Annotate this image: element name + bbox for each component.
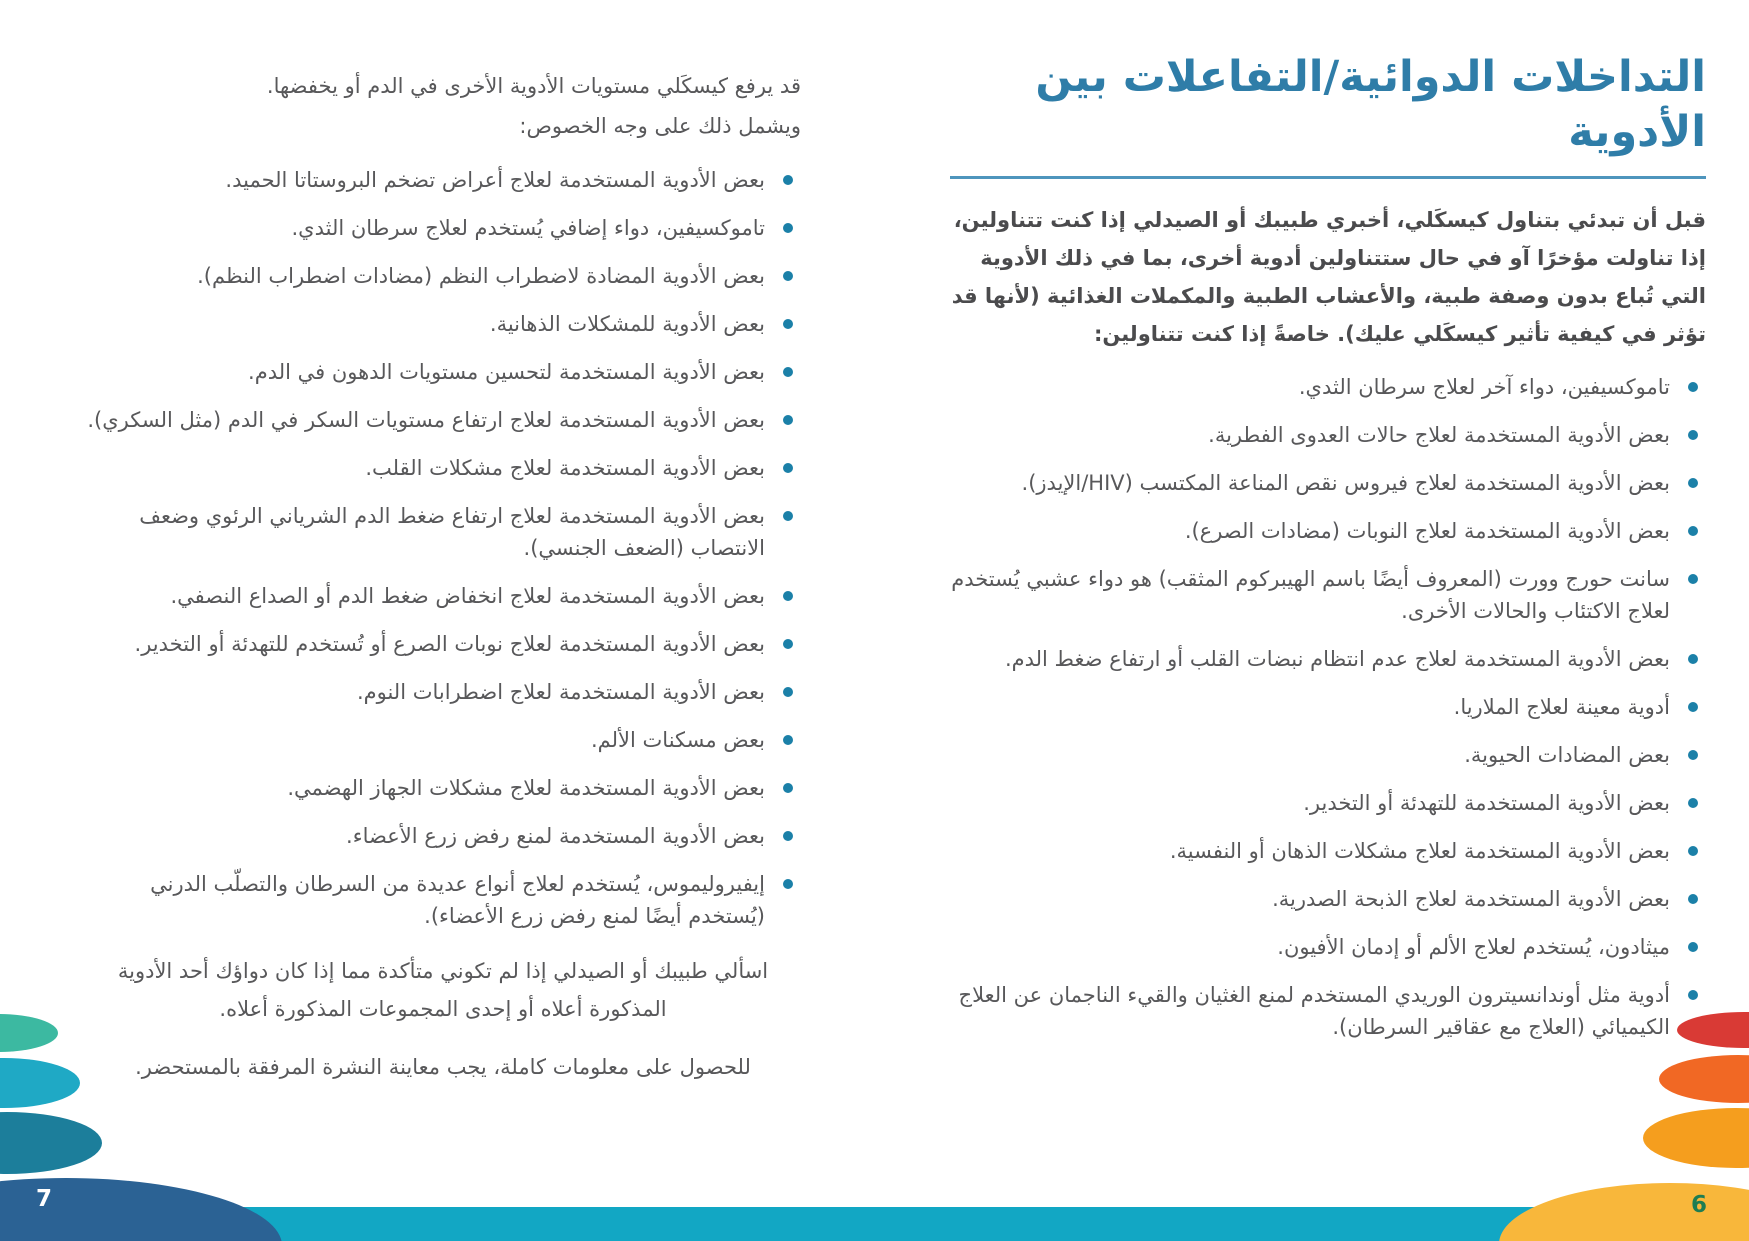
bullet-icon <box>783 783 793 793</box>
list-item-text: بعض الأدوية المستخدمة لتحسين مستويات الدهون في الدم. <box>248 360 765 384</box>
list-item <box>950 979 1706 1043</box>
list-item-text: بعض الأدوية المستخدمة لعلاج مشكلات الجهاز الهضمي. <box>287 776 765 800</box>
bullet-icon <box>783 511 793 521</box>
list-item-text: تاموكسيفين، دواء آخر لعلاج سرطان الثدي. <box>1298 375 1670 400</box>
bullet-icon <box>783 175 793 185</box>
list-item-text: أدوية مثل أوندانسيترون الوريدي المستخدم لمنع الغثيان والقيء الناجمان عن العلاج الكيميائي (العلاج مع عقاقير السرطان). <box>958 983 1670 1040</box>
list-item <box>950 467 1706 499</box>
bullet-icon <box>1688 990 1698 1000</box>
list-item-text: بعض الأدوية المستخدمة لعلاج الذبحة الصدرية. <box>1272 887 1670 912</box>
deco-blob-orange <box>1659 1055 1749 1103</box>
list-item-text: بعض الأدوية المستخدمة لعلاج حالات العدوى الفطرية. <box>1208 423 1670 448</box>
list-item-text: تاموكسيفين، دواء إضافي يُستخدم لعلاج سرطان الثدي. <box>291 216 765 240</box>
list-item-text: سانت حورج وورت (المعروف أيضًا باسم الهيبركوم المثقب) هو دواء عشبي يُستخدم لعلاج الاكتئاب والحالات الأخرى. <box>951 567 1670 624</box>
list-item-text: بعض المضادات الحيوية. <box>1464 743 1670 768</box>
list-item <box>85 212 801 244</box>
deco-blob-teal <box>0 1058 80 1108</box>
list-item <box>85 164 801 196</box>
title-underline <box>950 176 1706 179</box>
bullet-icon <box>1688 846 1698 856</box>
list-item-text: بعض الأدوية المستخدمة لعلاج فيروس نقص المناعة المكتسب (HIV/الإيدز). <box>1021 471 1670 496</box>
list-item <box>85 628 801 660</box>
list-item-text: بعض الأدوية المستخدمة للتهدئة أو التخدير. <box>1303 791 1670 816</box>
bullet-icon <box>783 271 793 281</box>
closing-paragraph-1: اسألي طبيبك أو الصيدلي إذا لم تكوني متأكدة مما إذا كان دواؤك أحد الأدوية المذكورة أعلاه أو إحدى المجموعات المذكورة أعلاه. <box>117 959 769 1021</box>
bullet-icon <box>1688 574 1698 584</box>
list-item-text: بعض الأدوية المستخدمة لعلاج ارتفاع ضغط الدم الشرياني الرئوي وضعف الانتصاب (الضعف الجنسي). <box>139 504 765 560</box>
list-item <box>85 260 801 292</box>
bullet-icon <box>783 463 793 473</box>
bullet-icon <box>783 319 793 329</box>
list-item-text: إيفيروليموس، يُستخدم لعلاج أنواع عديدة من السرطان والتصلّب الدرني (يُستخدم أيضًا لمنع رفض زرع الأعضاء). <box>150 872 765 928</box>
bullet-icon <box>1688 430 1698 440</box>
list-item <box>85 356 801 388</box>
list-item-text: بعض الأدوية المضادة لاضطراب النظم (مضادات اضطراب النظم). <box>197 264 765 288</box>
list-item-text: بعض الأدوية المستخدمة لمنع رفض زرع الأعضاء. <box>346 824 765 848</box>
bullet-icon <box>783 735 793 745</box>
drug-list-left <box>85 164 801 932</box>
bullet-icon <box>783 367 793 377</box>
drug-list-right <box>950 371 1706 1043</box>
list-item <box>85 308 801 340</box>
list-item <box>950 835 1706 867</box>
page-left <box>85 66 801 1086</box>
bullet-icon <box>1688 478 1698 488</box>
list-item <box>950 883 1706 915</box>
list-item <box>950 643 1706 675</box>
page-number-right: 6 <box>1690 1192 1707 1218</box>
deco-blob-yellow <box>1499 1183 1749 1241</box>
page-title: التداخلات الدوائية/التفاعلات بين الأدوية <box>1035 52 1706 158</box>
list-item <box>950 931 1706 963</box>
bullet-icon <box>1688 382 1698 392</box>
list-item-text: بعض الأدوية المستخدمة لعلاج اضطرابات النوم. <box>356 680 765 704</box>
bullet-icon <box>783 591 793 601</box>
list-item-text: أدوية معينة لعلاج الملاريا. <box>1453 695 1670 720</box>
list-item <box>950 563 1706 627</box>
list-item <box>950 691 1706 723</box>
intro-paragraph-right: قبل أن تبدئي بتناول كيسكَلي، أخبري طبيبك أو الصيدلي إذا كنت تتناولين، إذا تناولت مؤخرًا آو في حال ستتناولين أدوية أخرى، بما في ذلك الأدوية التي تُباع بدون وصفة طبية، والأعشاب الطبية والمكملات الغذائية (لأنها قد تؤثر في كيفية تأثير كيسكَلي عليك). خاصةً إذا كنت تتناولين: <box>951 208 1706 347</box>
list-item-text: بعض الأدوية المستخدمة لعلاج عدم انتظام نبضات القلب أو ارتفاع ضغط الدم. <box>1004 647 1670 672</box>
list-item <box>950 515 1706 547</box>
bullet-icon <box>783 639 793 649</box>
list-item <box>85 868 801 932</box>
bullet-icon <box>783 223 793 233</box>
list-item-text: بعض الأدوية المستخدمة لعلاج نوبات الصرع أو تُستخدم للتهدئة أو التخدير. <box>134 632 765 656</box>
list-item <box>85 452 801 484</box>
list-item <box>85 676 801 708</box>
deco-blob-amber <box>1643 1108 1749 1168</box>
bullet-icon <box>1688 894 1698 904</box>
closing-paragraph-2: للحصول على معلومات كاملة، يجب معاينة النشرة المرفقة بالمستحضر. <box>135 1055 751 1079</box>
bullet-icon <box>1688 750 1698 760</box>
list-item-text: بعض الأدوية المستخدمة لعلاج مشكلات الذهان أو النفسية. <box>1169 839 1670 864</box>
list-item-text: بعض الأدوية المستخدمة لعلاج ارتفاع مستويات السكر في الدم (مثل السكري). <box>87 408 765 432</box>
list-item <box>950 371 1706 403</box>
bullet-icon <box>1688 942 1698 952</box>
bullet-icon <box>783 879 793 889</box>
intro-line-1: قد يرفع كيسكَلي مستويات الأدوية الأخرى في الدم أو يخفضها. <box>266 74 801 98</box>
list-item <box>85 772 801 804</box>
list-item <box>85 820 801 852</box>
list-item-text: بعض الأدوية المستخدمة لعلاج مشكلات القلب. <box>365 456 765 480</box>
page-number-left: 7 <box>36 1186 53 1212</box>
list-item <box>85 724 801 756</box>
list-item-text: بعض الأدوية المستخدمة لعلاج النوبات (مضادات الصرع). <box>1184 519 1670 544</box>
bullet-icon <box>1688 798 1698 808</box>
list-item-text: بعض الأدوية المستخدمة لعلاج انخفاض ضغط الدم أو الصداع النصفي. <box>170 584 765 608</box>
list-item <box>950 787 1706 819</box>
list-item <box>950 739 1706 771</box>
list-item-text: ميثادون، يُستخدم لعلاج الألم أو إدمان الأفيون. <box>1277 935 1670 960</box>
list-item-text: بعض الأدوية للمشكلات الذهانية. <box>489 312 765 336</box>
deco-blob-dark-teal <box>0 1112 102 1174</box>
bullet-icon <box>783 415 793 425</box>
bullet-icon <box>1688 526 1698 536</box>
list-item <box>85 404 801 436</box>
intro-line-2: ويشمل ذلك على وجه الخصوص: <box>519 114 801 138</box>
page-right <box>950 50 1706 1059</box>
list-item-text: بعض الأدوية المستخدمة لعلاج أعراض تضخم البروستاتا الحميد. <box>225 168 765 192</box>
list-item <box>85 500 801 564</box>
bullet-icon <box>1688 654 1698 664</box>
bullet-icon <box>783 687 793 697</box>
bullet-icon <box>1688 702 1698 712</box>
deco-blob-green <box>0 1014 58 1052</box>
list-item-text: بعض مسكنات الألم. <box>591 728 765 752</box>
bullet-icon <box>783 831 793 841</box>
list-item <box>950 419 1706 451</box>
list-item <box>85 580 801 612</box>
